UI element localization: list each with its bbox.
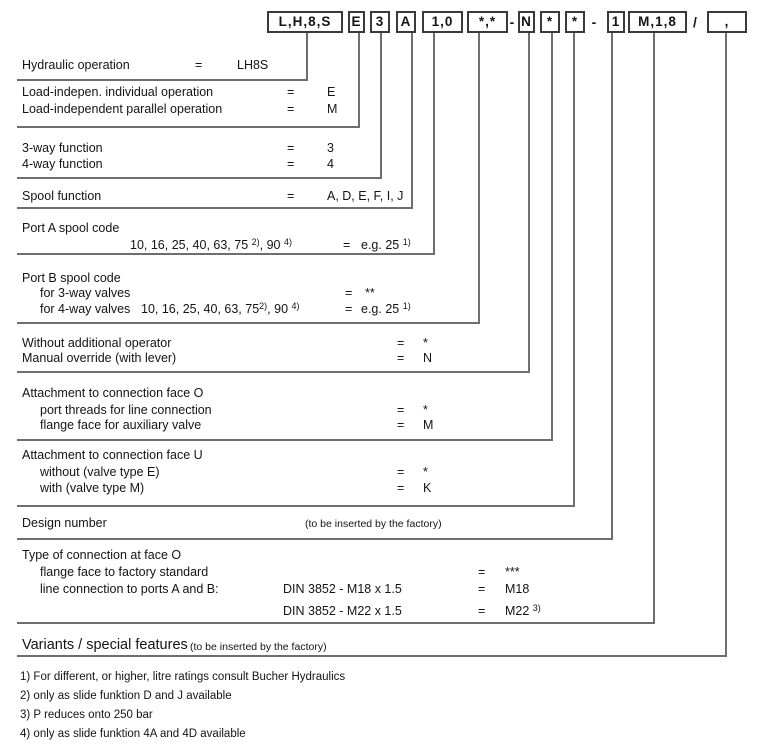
row-label: with (valve type M) (40, 481, 145, 495)
row-value: M18 (505, 582, 530, 596)
code-separator: - (509, 14, 515, 30)
leader-line (433, 33, 435, 253)
equals-sign: = (397, 336, 405, 350)
row-rule (17, 207, 413, 209)
din-spec: DIN 3852 - M18 x 1.5 (283, 582, 402, 596)
leader-line (528, 33, 530, 371)
equals-sign: = (345, 286, 353, 300)
row-label: Design number (22, 516, 107, 530)
din-spec: DIN 3852 - M22 x 1.5 (283, 604, 402, 618)
equals-sign: = (397, 403, 405, 417)
equals-sign: = (478, 582, 486, 596)
row-label: for 4-way valves (40, 302, 131, 316)
leader-line (725, 33, 727, 655)
row-value: M (327, 102, 338, 116)
code-separator: / (693, 14, 697, 30)
row-value: 3 (327, 141, 334, 155)
row-value: * (423, 336, 428, 350)
leader-line (551, 33, 553, 439)
row-label: Load-independent parallel operation (22, 102, 223, 116)
row-value: E (327, 85, 336, 99)
factory-note: (to be inserted by the factory) (190, 641, 327, 653)
code-box-operator: N (518, 11, 535, 33)
row-value: M (423, 418, 434, 432)
leader-line (306, 33, 308, 79)
row-rule (17, 655, 727, 657)
row-label: flange face for auxiliary valve (40, 418, 202, 432)
row-value: LH8S (237, 58, 269, 72)
row-label: Variants / special features (22, 637, 188, 653)
code-box-port-b-spool: *,* (467, 11, 508, 33)
footnote-ref: 1) (402, 301, 411, 311)
leader-line (380, 33, 382, 177)
footnote-ref: 4) (283, 237, 292, 247)
factory-note: (to be inserted by the factory) (305, 518, 442, 530)
code-box-variants: , (707, 11, 747, 33)
equals-sign: = (397, 465, 405, 479)
footnote-ref: 1) (402, 237, 411, 247)
row-value: M22 $^{3)}$ (505, 603, 541, 618)
row-value: *** (505, 565, 520, 579)
row-value: * (423, 465, 428, 479)
row-value: e.g. 25 $^{1)}$ (361, 237, 411, 252)
footnote-ref: 3) (532, 603, 541, 613)
leader-line (611, 33, 613, 538)
equals-sign: = (287, 102, 295, 116)
row-rule (17, 322, 480, 324)
leader-line (653, 33, 655, 622)
row-rule (17, 439, 553, 441)
spool-codes: 10, 16, 25, 40, 63, 75 $^{2)}$, 90 $^{4)}$ (130, 237, 292, 252)
equals-sign: = (287, 85, 295, 99)
footnote: 4) only as slide funktion 4A and 4D available (20, 728, 246, 740)
row-value: K (423, 481, 432, 495)
equals-sign: = (478, 604, 486, 618)
code-box-connection-type: M,1,8 (628, 11, 687, 33)
row-label: flange face to factory standard (40, 565, 209, 579)
row-rule (17, 622, 655, 624)
code-box-operation-type: E (348, 11, 365, 33)
row-value: * (423, 403, 428, 417)
row-rule (17, 79, 308, 81)
row-title: Attachment to connection face U (22, 448, 203, 462)
code-box-face-u: * (565, 11, 585, 33)
row-label: Without additional operator (22, 336, 172, 350)
row-label: without (valve type E) (40, 465, 160, 479)
row-title: Port B spool code (22, 271, 121, 285)
equals-sign: = (287, 157, 295, 171)
row-label: Hydraulic operation (22, 58, 130, 72)
footnote-ref: 4) (291, 301, 300, 311)
leader-line (573, 33, 575, 505)
code-box-port-a-spool: 1,0 (422, 11, 463, 33)
equals-sign: = (478, 565, 486, 579)
footnote: 1) For different, or higher, litre ratings consult Bucher Hydraulics (20, 671, 346, 683)
row-label: port threads for line connection (40, 403, 212, 417)
equals-sign: = (195, 58, 203, 72)
row-title: Attachment to connection face O (22, 386, 204, 400)
equals-sign: = (397, 351, 405, 365)
row-rule (17, 126, 360, 128)
row-value: N (423, 351, 433, 365)
footnote: 2) only as slide funktion D and J available (20, 690, 232, 702)
leader-line (478, 33, 480, 322)
equals-sign: = (397, 481, 405, 495)
row-value: e.g. 25 $^{1)}$ (361, 301, 411, 316)
row-title: Port A spool code (22, 221, 120, 235)
equals-sign: = (287, 189, 295, 203)
row-title: Type of connection at face O (22, 548, 182, 562)
row-label: Spool function (22, 189, 102, 203)
code-box-face-o: * (540, 11, 560, 33)
row-label: for 3-way valves (40, 286, 131, 300)
leader-line (411, 33, 413, 207)
equals-sign: = (287, 141, 295, 155)
row-rule (17, 371, 530, 373)
row-label: 3-way function (22, 141, 103, 155)
equals-sign: = (345, 302, 353, 316)
spool-codes: 10, 16, 25, 40, 63, 75$^{2)}$, 90 $^{4)}$ (141, 301, 300, 316)
footnote: 3) P reduces onto 250 bar (20, 709, 153, 721)
row-label: Manual override (with lever) (22, 351, 177, 365)
row-value: ** (365, 286, 375, 300)
row-label: Load-indepen. individual operation (22, 85, 214, 99)
code-box-spool-function: A (396, 11, 416, 33)
leader-line (358, 33, 360, 126)
row-rule (17, 538, 613, 540)
code-separator: - (591, 14, 597, 30)
footnote-ref: 2) (259, 301, 268, 311)
row-value: 4 (327, 157, 334, 171)
equals-sign: = (343, 238, 351, 252)
code-box-way-function: 3 (370, 11, 390, 33)
code-box-hydraulic-operation: L,H,8,S (267, 11, 343, 33)
row-label: 4-way function (22, 157, 103, 171)
row-value: A, D, E, F, I, J (327, 189, 404, 203)
footnote-ref: 2) (251, 237, 260, 247)
code-box-design-number: 1 (607, 11, 625, 33)
row-rule (17, 177, 382, 179)
row-label: line connection to ports A and B: (40, 582, 219, 596)
equals-sign: = (397, 418, 405, 432)
row-rule (17, 505, 575, 507)
